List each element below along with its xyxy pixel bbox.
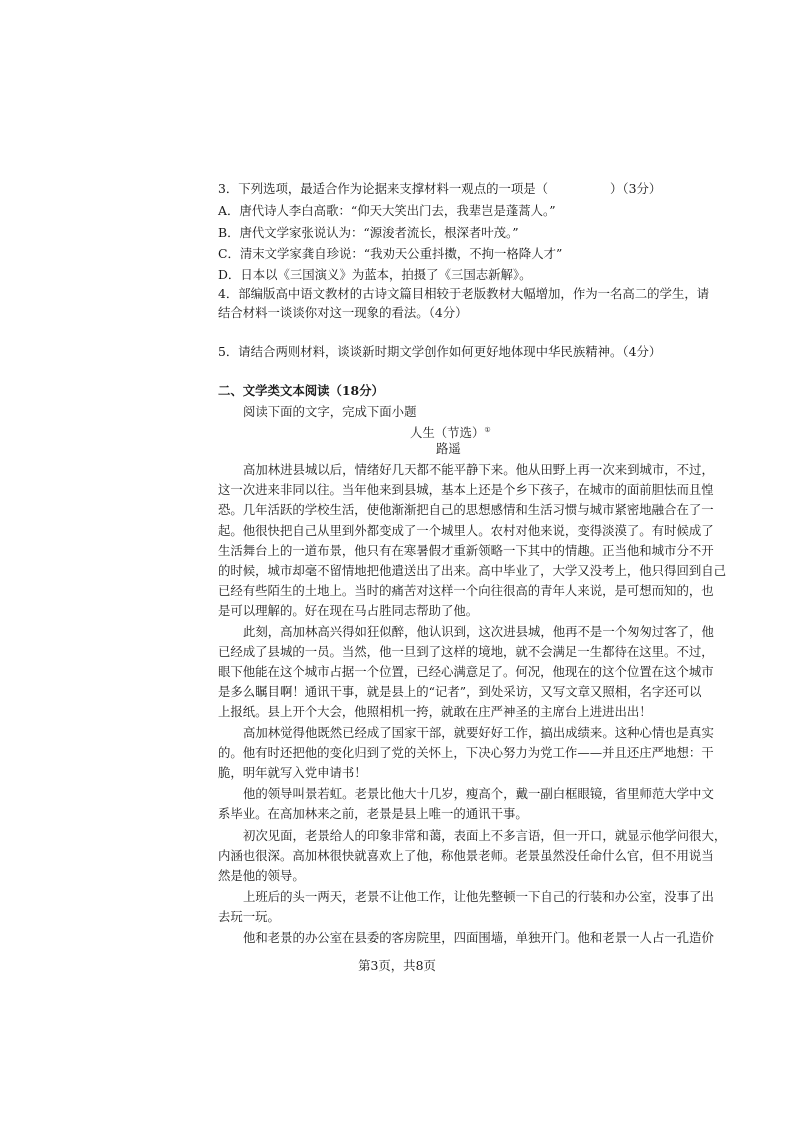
q3-option-a: A．唐代诗人李白高歌：“仰天大笑出门去，我辈岂是蓬蒿人。” xyxy=(218,203,556,218)
passage-line: 上班后的头一两天，老景不让他工作，让他先整顿一下自己的行装和办公室，没事了出 xyxy=(243,889,714,904)
q3-option-b: B．唐代文学家张说认为：“源浚者流长，根深者叶茂。” xyxy=(218,225,519,240)
passage-line: 起。他很快把自己从里到外都变成了一个城里人。农村对他来说，变得淡漠了。有时候成了 xyxy=(218,523,714,538)
passage-line: 这一次进来非同以往。当年他来到县城，基本上还是个乡下孩子，在城市的面前胆怯而且惶 xyxy=(218,482,714,497)
passage-line: 去玩一玩。 xyxy=(218,909,280,924)
passage-title-text: 人生（节选） xyxy=(410,425,485,441)
passage-line: 他和老景的办公室在县委的客房院里，四面围墙，单独开门。他和老景一人占一孔造价 xyxy=(243,930,714,945)
passage-line: 已经有些陌生的土地上。当时的痛苦对这样一个向往很高的青年人来说，是可想而知的，也 xyxy=(218,583,714,598)
passage-line: 是可以理解的。好在现在马占胜同志帮助了他。 xyxy=(218,603,479,618)
passage-line: 高加林进县城以后，情绪好几天都不能平静下来。他从田野上再一次来到城市，不过， xyxy=(243,462,714,477)
passage-line: 恐。几年活跃的学校生活，使他渐渐把自己的思想感情和生活习惯与城市紧密地融合在了一 xyxy=(218,502,714,517)
q3-option-d: D．日本以《三国演义》为蓝本，拍摄了《三国志新解》。 xyxy=(218,267,532,282)
passage-line: 眼下他能在这个城市占据一个位置，已经心满意足了。何况，他现在的这个位置在这个城市 xyxy=(218,664,714,679)
passage-line: 生活舞台上的一道布景，他只有在寒暑假才重新领略一下其中的情趣。正当他和城市分不开 xyxy=(218,543,714,558)
passage-line: 上报纸。县上开个大会，他照相机一挎，就敢在庄严神圣的主席台上进进出出！ xyxy=(218,704,652,719)
passage-line: 系毕业。在高加林来之前，老景是县上唯一的通讯干事。 xyxy=(218,806,528,821)
passage-author: 路遥 xyxy=(436,441,461,456)
q4-line-2: 结合材料一谈谈你对这一现象的看法。（4分） xyxy=(218,305,468,320)
passage-line: 此刻，高加林高兴得如狂似醉，他认识到，这次进县城，他再不是一个匆匆过客了，他 xyxy=(243,624,714,639)
passage-line: 内涵也很深。高加林很快就喜欢上了他，称他景老师。老景虽然没任命什么官，但不用说当 xyxy=(218,848,714,863)
q3-stem: 3．下列选项，最适合作为论据来支撑材料一观点的一项是（ ）（3分） xyxy=(218,181,662,196)
passage-line: 已经成了县城的一员。当然，他一旦到了这样的境地，就不会满足一生都待在这里。不过， xyxy=(218,644,714,659)
q3-option-c: C．清末文学家龚自珍说：“我劝天公重抖擞，不拘一格降人才” xyxy=(218,246,563,261)
q5-stem: 5．请结合两则材料，谈谈新时期文学创作如何更好地体现中华民族精神。（4分） xyxy=(218,344,662,359)
passage-line: 脆，明年就写入党申请书！ xyxy=(218,765,367,780)
footnote-marker: ① xyxy=(484,426,491,434)
passage-line: 然是他的领导。 xyxy=(218,868,305,883)
passage-line: 高加林觉得他既然已经成了国家干部，就要好好工作，搞出成绩来。这种心情也是真实 xyxy=(243,725,714,740)
passage-line: 的。他有时还把他的变化归到了党的关怀上，下决心努力为党工作——并且还庄严地想：干 xyxy=(218,745,714,760)
section-heading: 二、文学类文本阅读（18分） xyxy=(218,383,384,398)
passage-line: 是多么瞩目啊！通讯干事，就是县上的“记者”，到处采访，又写文章又照相，名字还可以 xyxy=(218,684,702,699)
passage-line: 的时候，城市却毫不留情地把他遣送出了出来。高中毕业了，大学又没考上，他只得回到自己 xyxy=(218,563,727,578)
q4-line-1: 4．部编版高中语文教材的古诗文篇目相较于老版教材大幅增加，作为一名高二的学生，请 xyxy=(218,286,710,301)
reading-instruction: 阅读下面的文字，完成下面小题 xyxy=(243,404,417,419)
page-footer: 第3页，共8页 xyxy=(358,958,436,973)
passage-title xyxy=(410,422,491,441)
passage-line: 他的领导叫景若虹。老景比他大十几岁，瘦高个，戴一副白框眼镜，省里师范大学中文 xyxy=(243,786,714,801)
passage-line: 初次见面，老景给人的印象非常和蔼，表面上不多言语，但一开口，就显示他学问很大， xyxy=(243,828,727,843)
